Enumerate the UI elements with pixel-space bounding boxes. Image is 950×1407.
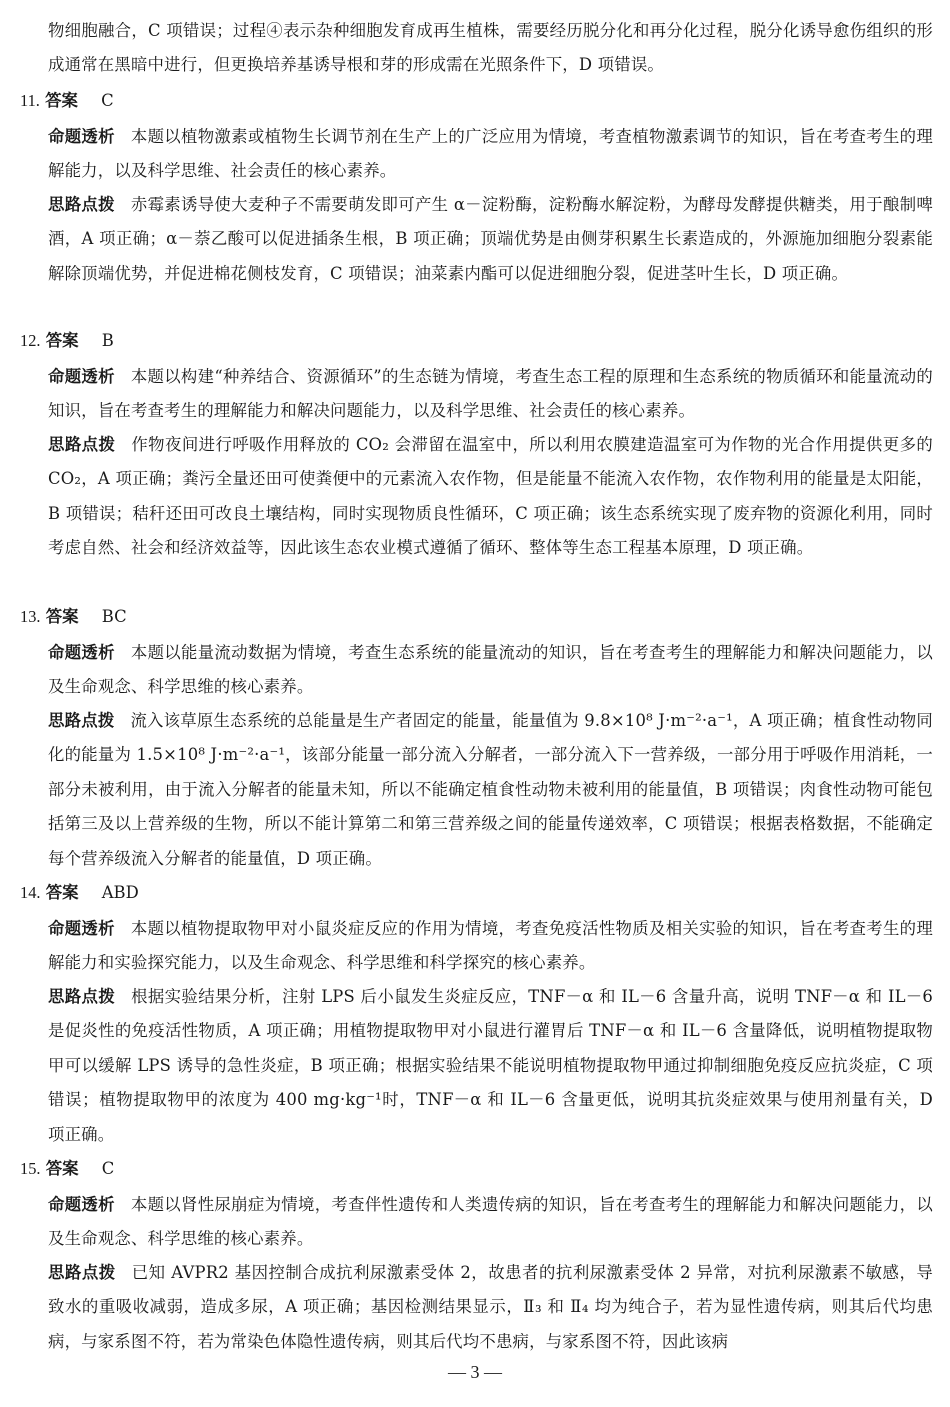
answer-value: ABD bbox=[101, 883, 139, 902]
silu-paragraph-12 bbox=[48, 428, 933, 566]
answer-label: 答案 bbox=[45, 91, 78, 110]
mingti-paragraph-15 bbox=[48, 1188, 933, 1257]
silu-label: 思路点拨 bbox=[48, 711, 115, 730]
answer-line-14 bbox=[20, 878, 139, 908]
answer-value: BC bbox=[101, 607, 127, 626]
mingti-text: 本题以构建“种养结合、资源循环”的生态链为情境，考查生态工程的原理和生态系统的物质循环和能量流动的知识，旨在考查考生的理解能力和解决问题能力，以及科学思维、社会责任的核心素养。 bbox=[48, 367, 933, 421]
continuation-paragraph: 物细胞融合，C 项错误；过程④表示杂种细胞发育成再生植株，需要经历脱分化和再分化过程，脱分化诱导愈伤组织的形成通常在黑暗中进行，但更换培养基诱导根和芽的形成需在光照条件下，D 项错误。 bbox=[48, 21, 933, 75]
mingti-text: 本题以能量流动数据为情境，考查生态系统的能量流动的知识，旨在考查考生的理解能力和解决问题能力，以及生命观念、科学思维的核心素养。 bbox=[48, 643, 933, 697]
silu-label: 思路点拨 bbox=[48, 195, 115, 214]
silu-text: 流入该草原生态系统的总能量是生产者固定的能量，能量值为 9.8×10⁸ J·m⁻²·a⁻¹，A 项正确；植食性动物同化的能量为 1.5×10⁸ J·m⁻²·a⁻¹，该部分能量一部分流入分解者，一部分流入下一营养级，一部分用于呼吸作用消耗，一部分未被利用，由于流入分解者的能量未知，所以不能确定植食性动物未被利用的能量值，B 项错误；肉食性动物可能包括第三及以上营养级的生物，所以不能计算第二和第三营养级之间的能量传递效率，C 项错误；根据表格数据，不能确定每个营养级流入分解者的能量值，D 项正确。 bbox=[48, 711, 933, 868]
question-number: 11. bbox=[20, 91, 40, 110]
answer-value: B bbox=[101, 331, 114, 350]
silu-label: 思路点拨 bbox=[48, 1263, 116, 1282]
answer-label: 答案 bbox=[45, 607, 79, 626]
question-number: 15. bbox=[20, 1159, 41, 1178]
mingti-label: 命题透析 bbox=[48, 919, 115, 938]
mingti-text: 本题以植物提取物甲对小鼠炎症反应的作用为情境，考查免疫活性物质及相关实验的知识，旨在考查考生的理解能力和实验探究能力，以及生命观念、科学思维和科学探究的核心素养。 bbox=[48, 919, 933, 973]
answer-line-15 bbox=[20, 1154, 114, 1184]
silu-label: 思路点拨 bbox=[48, 987, 116, 1006]
silu-text: 作物夜间进行呼吸作用释放的 CO₂ 会滞留在温室中，所以利用农膜建造温室可为作物的光合作用提供更多的 CO₂，A 项正确；粪污全量还田可使粪便中的元素流入农作物，但是能量不能流入农作物，农作物利用的能量是太阳能，B 项错误；秸秆还田可改良土壤结构，同时实现物质良性循环，C 项正确；该生态系统实现了废弃物的资源化利用，同时考虑自然、社会和经济效益等，因此该生态农业模式遵循了循环、整体等生态工程基本原理，D 项正确。 bbox=[48, 435, 934, 558]
answer-label: 答案 bbox=[45, 883, 79, 902]
mingti-paragraph-14 bbox=[48, 912, 933, 981]
answer-label: 答案 bbox=[45, 331, 79, 350]
mingti-label: 命题透析 bbox=[48, 127, 115, 146]
answer-label: 答案 bbox=[45, 1159, 79, 1178]
silu-paragraph-11 bbox=[48, 188, 933, 291]
silu-paragraph-15 bbox=[48, 1256, 933, 1359]
answer-line-11 bbox=[20, 86, 114, 116]
mingti-paragraph-11 bbox=[48, 120, 933, 189]
question-number: 13. bbox=[20, 607, 41, 626]
mingti-text: 本题以植物激素或植物生长调节剂在生产上的广泛应用为情境，考查植物激素调节的知识，旨在考查考生的理解能力，以及科学思维、社会责任的核心素养。 bbox=[48, 127, 933, 181]
mingti-label: 命题透析 bbox=[48, 367, 115, 386]
mingti-label: 命题透析 bbox=[48, 1195, 115, 1214]
mingti-text: 本题以肾性尿崩症为情境，考查伴性遗传和人类遗传病的知识，旨在考查考生的理解能力和解决问题能力，以及生命观念、科学思维的核心素养。 bbox=[48, 1195, 933, 1249]
page-number: — 3 — bbox=[448, 1362, 502, 1382]
answer-line-12 bbox=[20, 326, 114, 356]
answer-line-13 bbox=[20, 602, 127, 632]
mingti-label: 命题透析 bbox=[48, 643, 115, 662]
silu-paragraph-13 bbox=[48, 704, 933, 876]
mingti-paragraph-12 bbox=[48, 360, 933, 429]
answer-value: C bbox=[101, 91, 114, 110]
question-number: 12. bbox=[20, 331, 41, 350]
silu-text: 已知 AVPR2 基因控制合成抗利尿激素受体 2，故患者的抗利尿激素受体 2 异常，对抗利尿激素不敏感，导致水的重吸收减弱，造成多尿，A 项正确；基因检测结果显示，Ⅱ₃ 和 Ⅱ₄ 均为纯合子，若为显性遗传病，则其后代均患病，与家系图不符，若为常染色体隐性遗传病，则其后代均不患病，与家系图不符，因此该病 bbox=[48, 1263, 933, 1351]
silu-paragraph-14 bbox=[48, 980, 933, 1152]
silu-text: 赤霉素诱导使大麦种子不需要萌发即可产生 α－淀粉酶，淀粉酶水解淀粉，为酵母发酵提供糖类，用于酿制啤酒，A 项正确；α－萘乙酸可以促进插条生根，B 项正确；顶端优势是由侧芽积累生长素造成的，外源施加细胞分裂素能解除顶端优势，并促进棉花侧枝发育，C 项错误；油菜素内酯可以促进细胞分裂，促进茎叶生长，D 项正确。 bbox=[48, 195, 933, 283]
mingti-paragraph-13 bbox=[48, 636, 933, 705]
question-number: 14. bbox=[20, 883, 41, 902]
answer-value: C bbox=[101, 1159, 115, 1178]
silu-text: 根据实验结果分析，注射 LPS 后小鼠发生炎症反应，TNF－α 和 IL－6 含量升高，说明 TNF－α 和 IL－6 是促炎性的免疫活性物质，A 项正确；用植物提取物甲对小鼠进行灌胃后 TNF－α 和 IL－6 含量降低，说明植物提取物甲可以缓解 LPS 诱导的急性炎症，B 项正确；根据实验结果不能说明植物提取物甲通过抑制细胞免疫反应抗炎症，C 项错误；植物提取物甲的浓度为 400 mg·kg⁻¹时，TNF－α 和 IL－6 含量更低，说明其抗炎症效果与使用剂量有关，D 项正确。 bbox=[48, 987, 933, 1144]
silu-label: 思路点拨 bbox=[48, 435, 116, 454]
